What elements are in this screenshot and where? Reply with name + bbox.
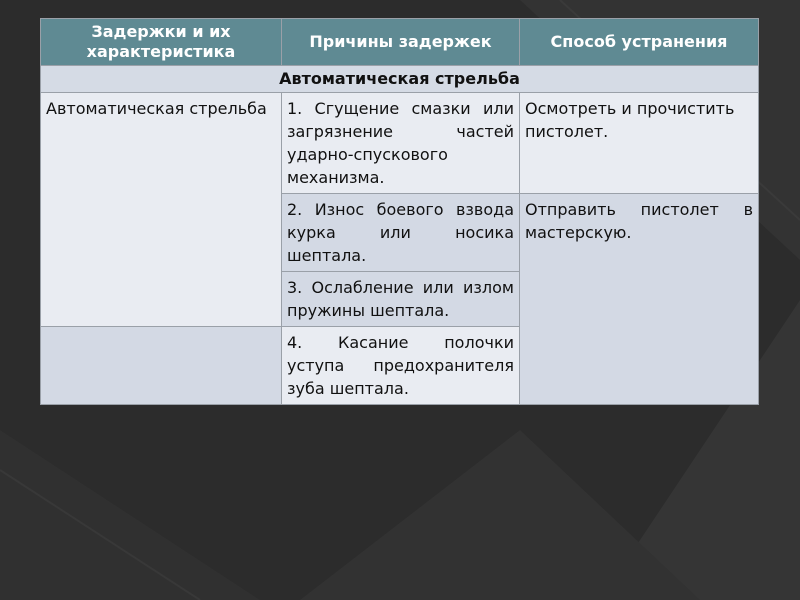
delay-name-cell: Автоматическая стрельба bbox=[41, 93, 282, 327]
table-row bbox=[41, 93, 759, 194]
remedy-cell-2: Отправить пистолет в мастерскую. bbox=[520, 194, 759, 405]
section-title: Автоматическая стрельба bbox=[41, 66, 759, 93]
header-delays: Задержки и их характеристика bbox=[41, 19, 282, 66]
cause-cell-4: 4. Касание полочки уступа предохранителя зуба шептала. bbox=[282, 327, 520, 405]
remedy-cell-1: Осмотреть и прочистить пистолет. bbox=[520, 93, 759, 194]
delays-table-container bbox=[40, 18, 758, 405]
section-row bbox=[41, 66, 759, 93]
empty-cell bbox=[41, 327, 282, 405]
header-causes: Причины задержек bbox=[282, 19, 520, 66]
cause-cell-3: 3. Ослабление или излом пружины шептала. bbox=[282, 272, 520, 327]
delays-table bbox=[40, 18, 759, 405]
header-remedies: Способ устранения bbox=[520, 19, 759, 66]
header-row bbox=[41, 19, 759, 66]
cause-cell-2: 2. Износ боевого взвода курка или носика шептала. bbox=[282, 194, 520, 272]
cause-cell-1: 1. Сгущение смазки или загрязнение частей ударно-спускового механизма. bbox=[282, 93, 520, 194]
